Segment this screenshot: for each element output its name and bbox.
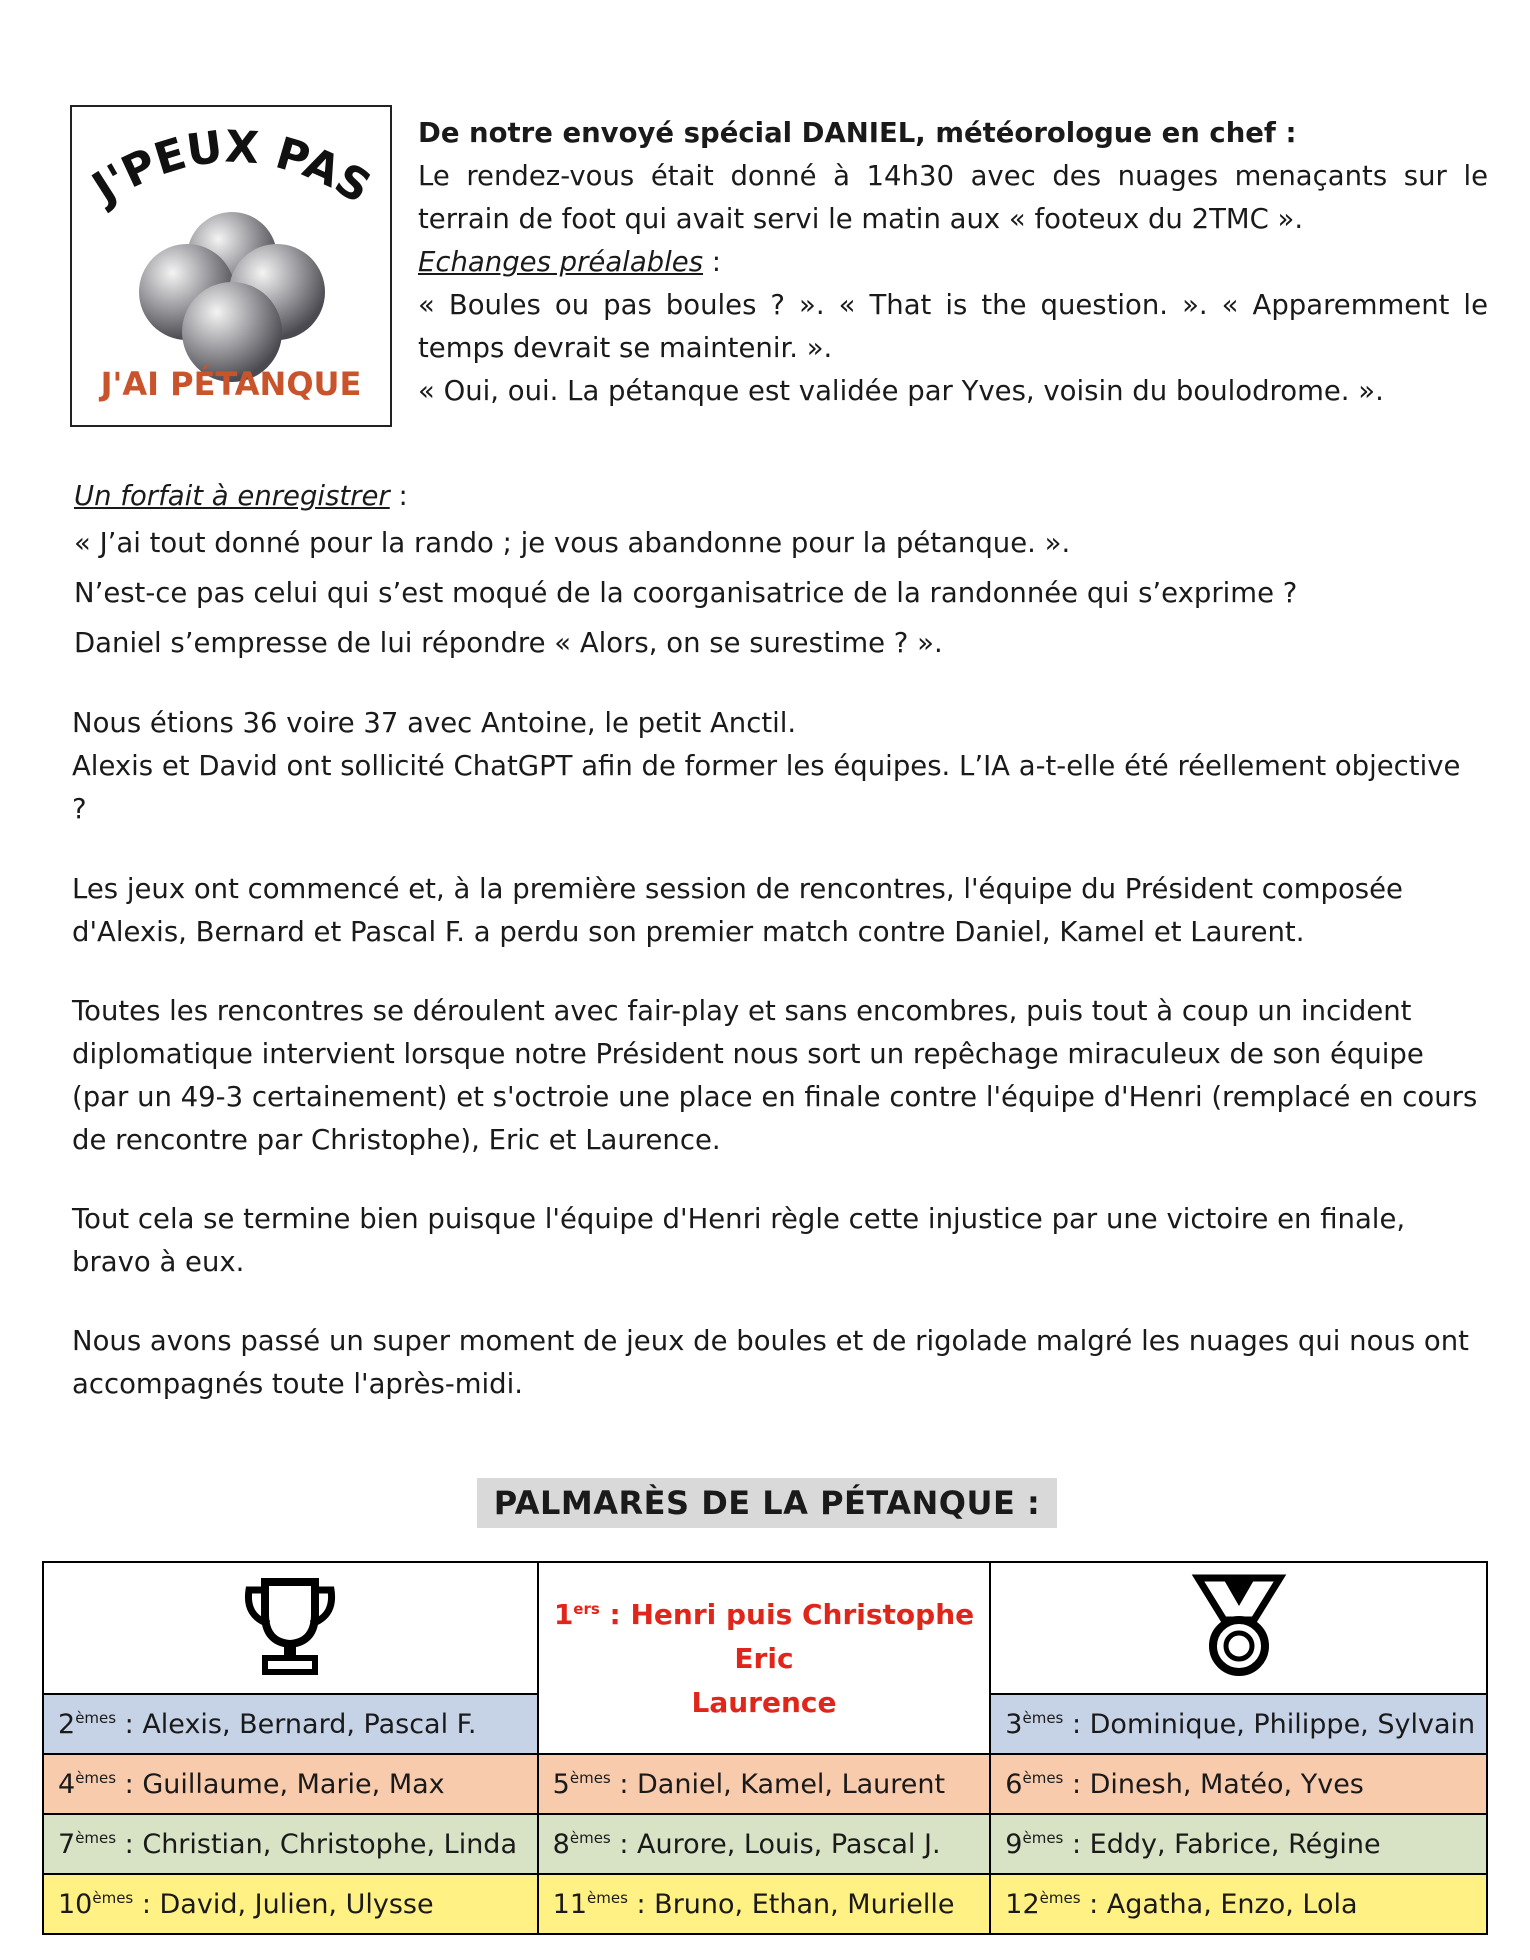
trophy-icon [235, 1570, 345, 1680]
rank-7-cell [43, 1814, 538, 1874]
echanges-line [418, 241, 1488, 284]
winner-names-1: : Henri puis Christophe [599, 1598, 975, 1631]
palmares-title: PALMARÈS DE LA PÉTANQUE : [477, 1478, 1057, 1528]
team-names: : Eddy, Fabrice, Régine [1063, 1828, 1381, 1860]
echanges-label: Echanges préalables [418, 246, 704, 278]
rank-sup: èmes [75, 1708, 117, 1727]
forfait-block [74, 475, 1474, 668]
team-names: : Agatha, Enzo, Lola [1080, 1888, 1358, 1920]
rank-sup: èmes [569, 1828, 611, 1847]
paragraph-3: Toutes les rencontres se déroulent avec fair-play et sans encombres, puis tout à coup un incident diplomatique intervient lorsque notre Président nous sort un repêchage miraculeux de son équipe (par un 49-3 certainement) et s'octroie une place en finale contre l'équipe d'Henri (remplacé en cours de rencontre par Christophe), Eric et Laurence. [72, 995, 1478, 1156]
team-names: : Dinesh, Matéo, Yves [1063, 1768, 1364, 1800]
winner-rank: 1 [553, 1598, 574, 1631]
forfait-line-2: N’est-ce pas celui qui s’est moqué de la coorganisatrice de la randonnée qui s’exprime ? [74, 577, 1298, 609]
rank-number: 7 [58, 1828, 76, 1860]
rank-number: 8 [552, 1828, 570, 1860]
quote-2: « Oui, oui. La pétanque est validée par Yves, voisin du boulodrome. ». [418, 375, 1384, 407]
winner-line-3: Laurence [691, 1686, 837, 1719]
paragraph-5: Nous avons passé un super moment de jeux de boules et de rigolade malgré les nuages qui nous ont accompagnés toute l'après-midi. [72, 1325, 1469, 1400]
palmares-table [42, 1561, 1488, 1935]
team-names: : Dominique, Philippe, Sylvain [1063, 1708, 1476, 1740]
team-names: : David, Julien, Ulysse [133, 1888, 434, 1920]
rank-sup: èmes [1022, 1768, 1064, 1787]
forfait-colon: : [389, 480, 408, 512]
team-names: : Aurore, Louis, Pascal J. [610, 1828, 941, 1860]
intro-block [418, 112, 1488, 413]
winner-line-2: Eric [734, 1642, 794, 1675]
rank-number: 5 [552, 1768, 570, 1800]
winner-sup: ers [573, 1600, 600, 1618]
rank-6-cell [990, 1754, 1487, 1814]
rank-10-cell [43, 1874, 538, 1934]
rank-9-cell [990, 1814, 1487, 1874]
rank-sup: èmes [1022, 1828, 1064, 1847]
rank-number: 12 [1005, 1888, 1040, 1920]
rank-sup: èmes [569, 1768, 611, 1787]
team-names: : Alexis, Bernard, Pascal F. [116, 1708, 477, 1740]
team-names: : Daniel, Kamel, Laurent [610, 1768, 946, 1800]
rank-sup: èmes [92, 1888, 134, 1907]
forfait-label: Un forfait à enregistrer [74, 480, 390, 512]
paragraph-4: Tout cela se termine bien puisque l'équipe d'Henri règle cette injustice par une victoire en finale, bravo à eux. [72, 1203, 1406, 1278]
petanque-logo [70, 105, 392, 427]
rank-number: 3 [1005, 1708, 1023, 1740]
rank-4-cell [43, 1754, 538, 1814]
rank-number: 2 [58, 1708, 76, 1740]
rank-number: 9 [1005, 1828, 1023, 1860]
rank-sup: èmes [1022, 1708, 1064, 1727]
paragraph-2: Les jeux ont commencé et, à la première session de rencontres, l'équipe du Président composée d'Alexis, Bernard et Pascal F. a perdu son premier match contre Daniel, Kamel et Laurent. [72, 873, 1403, 948]
paragraph-1-line-2: Alexis et David ont sollicité ChatGPT afin de former les équipes. L’IA a-t-elle été réellement objective ? [72, 750, 1461, 825]
rank-sup: èmes [75, 1768, 117, 1787]
rank-sup: èmes [1039, 1888, 1081, 1907]
medal-cell [990, 1562, 1487, 1694]
intro-line: Le rendez-vous était donné à 14h30 avec des nuages menaçants sur le terrain de foot qui avait servi le matin aux « footeux du 2TMC ». [418, 160, 1488, 235]
medal-icon [1184, 1570, 1294, 1680]
paragraph-1-line-1: Nous étions 36 voire 37 avec Antoine, le petit Anctil. [72, 707, 797, 739]
petanque-balls-icon [72, 107, 390, 425]
forfait-line-1: « J’ai tout donné pour la rando ; je vous abandonne pour la pétanque. ». [74, 527, 1071, 559]
forfait-line-3: Daniel s’empresse de lui répondre « Alors, on se surestime ? ». [74, 627, 943, 659]
echanges-colon: : [703, 246, 722, 278]
paragraph-1 [72, 702, 1482, 831]
team-names: : Bruno, Ethan, Murielle [627, 1888, 955, 1920]
rank-5-cell [538, 1754, 991, 1814]
logo-top-text: J'PEUX PAS [83, 121, 380, 214]
winner-line-1 [539, 1587, 990, 1637]
winner-cell [538, 1562, 991, 1754]
rank-number: 11 [552, 1888, 588, 1920]
trophy-cell [43, 1562, 538, 1694]
rank-number: 10 [58, 1888, 93, 1920]
quote-1: « Boules ou pas boules ? ». « That is the question. ». « Apparemment le temps devrait se maintenir. ». [418, 289, 1488, 364]
rank-sup: èmes [75, 1828, 117, 1847]
rank-3-cell [990, 1694, 1487, 1754]
rank-sup: èmes [587, 1888, 628, 1907]
intro-heading: De notre envoyé spécial DANIEL, météorologue en chef : [418, 117, 1297, 149]
rank-number: 4 [58, 1768, 76, 1800]
rank-number: 6 [1005, 1768, 1023, 1800]
rank-2-cell [43, 1694, 538, 1754]
rank-11-cell [538, 1874, 991, 1934]
team-names: : Guillaume, Marie, Max [116, 1768, 445, 1800]
team-names: : Christian, Christophe, Linda [116, 1828, 517, 1860]
rank-12-cell [990, 1874, 1487, 1934]
logo-bottom-text: J'AI PÉTANQUE [100, 365, 362, 403]
rank-8-cell [538, 1814, 991, 1874]
